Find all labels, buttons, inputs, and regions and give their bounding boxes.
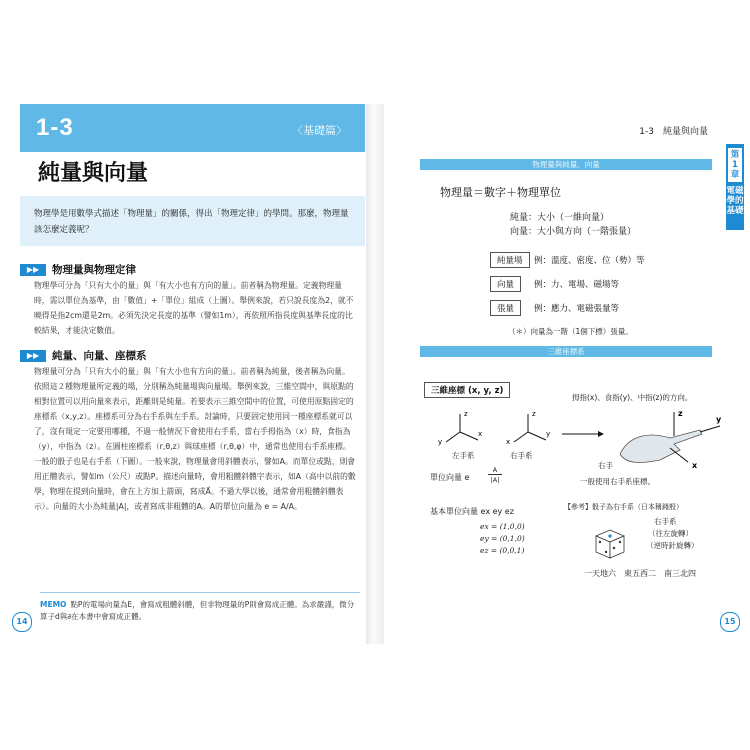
footnote: （＊）向量為一階（1個下標）張量。 [508,327,633,336]
basis-ez: ez = (0,0,1) [480,546,525,555]
section-heading-1 [20,262,136,277]
figure-bar-2: 三維座標系 [420,346,712,357]
chevron-icon: ▶▶ [20,264,46,276]
ref-title: 【參考】骰子為右手系（日本稱錢般） [564,503,683,511]
left-x-axis [460,432,478,440]
vector-line: 向量：大小與方向（一階張量） [510,227,637,237]
dice-pip [619,541,621,543]
chevron-icon: ▶▶ [20,350,46,362]
dice-illustration [590,524,630,560]
formula-main: 物理量＝數字＋物理單位 [440,186,561,199]
section-1-body: 物理學可分為「只有大小的量」與「有大小也有方向的量」。前者稱為物理量。定義物理量時，需以單位為基準，由「數值」+「單位」組成（上圖）。舉例來說，若只說長度為2，就不曉得是指2cm還是2m。必須先決定長度的基準（譬如1m），再依照所指長度與基準長度的比較結果，才能決定數值。 [34,281,354,335]
section-heading-2-label: 純量、向量、座標系 [52,350,147,362]
section-number: 1-3 [36,114,74,141]
right-page [384,104,744,644]
figure-bar-1: 物理量與純量、向量 [420,159,712,170]
right-y-label: y [546,430,551,438]
arrow-head-icon [598,431,604,437]
basis-ey: ey = (0,1,0) [480,534,525,543]
basis-label: 基本單位向量 ex ey ez [430,507,514,516]
unit-vector-label: 單位向量 e [430,473,470,482]
left-hand-axes [438,410,482,446]
memo-label: MEMO [40,600,67,609]
field-example-tensor: 例：應力、電磁張量等 [534,304,620,314]
unit-vector-frac-bottom: |A| [490,476,500,484]
running-head: 1-3 純量與向量 [639,127,708,137]
left-z-label: z [464,410,468,418]
field-label-tensor: 張量 [490,300,521,316]
right-z-label: z [532,410,536,418]
left-hand-label: 左手系 [452,451,475,460]
field-example-vector: 例：力、電場、磁場等 [534,280,620,290]
field-label-vector: 向量 [490,276,521,292]
left-y-axis [446,432,460,442]
right-hand-axes [506,410,550,446]
chapter-tab [726,144,744,230]
page-title: 純量與向量 [38,161,149,186]
page-number-right: 15 [720,612,740,632]
right-x-axis [514,432,528,442]
hand-y-axis [700,426,720,432]
dice-sub: （往左旋轉） [648,529,693,538]
memo-box [40,592,360,623]
field-example-scalar: 例：溫度、密度、位（勢）等 [534,256,645,266]
dice-pip [608,534,611,537]
section-2-body: 物理量可分為「只有大小的量」與「有大小也有方向的量」。前者稱為純量，後者稱為向量。依照這２種物理量所定義的場，分別稱為純量場與向量場。舉例來說，三維空間中，與原點的相對位置可以用向量來表示，距離則是純量。若要表示三維空間中的位置，可使用原點固定的座標系（x,y,z）。座標系可分為右手系與左手系。討論時，只要固定使用同一種座標系就可以了，沒有規定一定要用哪種，不過一般情況下會使用右手系，當右手拇指為（x）時，食指為（y），中指為（z）。在圓柱座標系（r,θ,z）與球座標（r,θ,φ）中，通常也使用右手系座標。一般的骰子也是右手系（下圖）。一般來說，物理量會用斜體表示，譬如A。而單位或點，則會用正體表示，譬如m（公尺）或點P。描述向量時，會用粗體斜體字表示，如A（高中以前的數學，物理在提到向量時，會在上方加上箭頭，寫成A⃗。不過大學以後，通常會用粗體斜體表示）。向量的大小為純量|A|，或者寫成非粗體的A。A的單位向量為 e = A/A。 [34,367,356,511]
basis-ex: ex = (1,0,0) [480,522,525,531]
section-heading-2 [20,348,147,363]
hand-z-label: z [678,409,683,418]
page-number-left: 14 [12,612,32,632]
chapter-tab-title: 電磁學的基礎 [726,186,744,216]
intro-box [20,196,365,246]
right-hand-illustration [610,404,730,474]
unit-vector-frac-top: A [488,466,502,475]
dice-pip [613,547,615,549]
scalar-line: 純量：大小（一維向量） [510,213,610,223]
left-page [16,104,365,644]
dice-text: 一天地六 東五西二 南三北四 [584,569,696,578]
hand-x-label: x [692,461,698,470]
dice-sub2: （逆時針旋轉） [646,541,699,550]
left-y-label: y [438,438,443,446]
hand-y-label: y [716,415,722,424]
chapter-tab-number: 第1章 [728,148,742,182]
memo-text: 點P的電場向量為E，會寫成粗體斜體，但非物理量的P則會寫成正體。為求嚴謹，微分算子d與∂在本書中會寫成正體。 [40,600,355,621]
dice-pip [599,541,601,543]
coord-title: 三維座標 (x, y, z) [424,382,510,398]
hand-label: 右手 [598,461,613,470]
right-y-axis [528,432,546,440]
right-hand-label: 右手系 [510,451,533,460]
section-tag: 〈基礎篇〉 [292,124,347,137]
right-x-label: x [506,438,511,446]
dice-label: 右手系 [654,517,677,526]
left-x-label: x [478,430,483,438]
general-note: 一般使用右手系座標。 [580,477,655,486]
dice-pip [605,551,607,553]
hand-caption: 拇指(x)、食指(y)、中指(z)的方向。 [572,393,693,402]
section-header-band [20,104,365,152]
section-heading-1-label: 物理量與物理定律 [52,264,136,276]
hand-icon [620,430,702,462]
field-label-scalar: 純量場 [490,252,530,268]
book-spine [366,104,384,644]
intro-text: 物理學是用數學式描述「物理量」的關係，得出「物理定律」的學問。那麼，物理量該怎麼定義呢？ [34,209,349,235]
